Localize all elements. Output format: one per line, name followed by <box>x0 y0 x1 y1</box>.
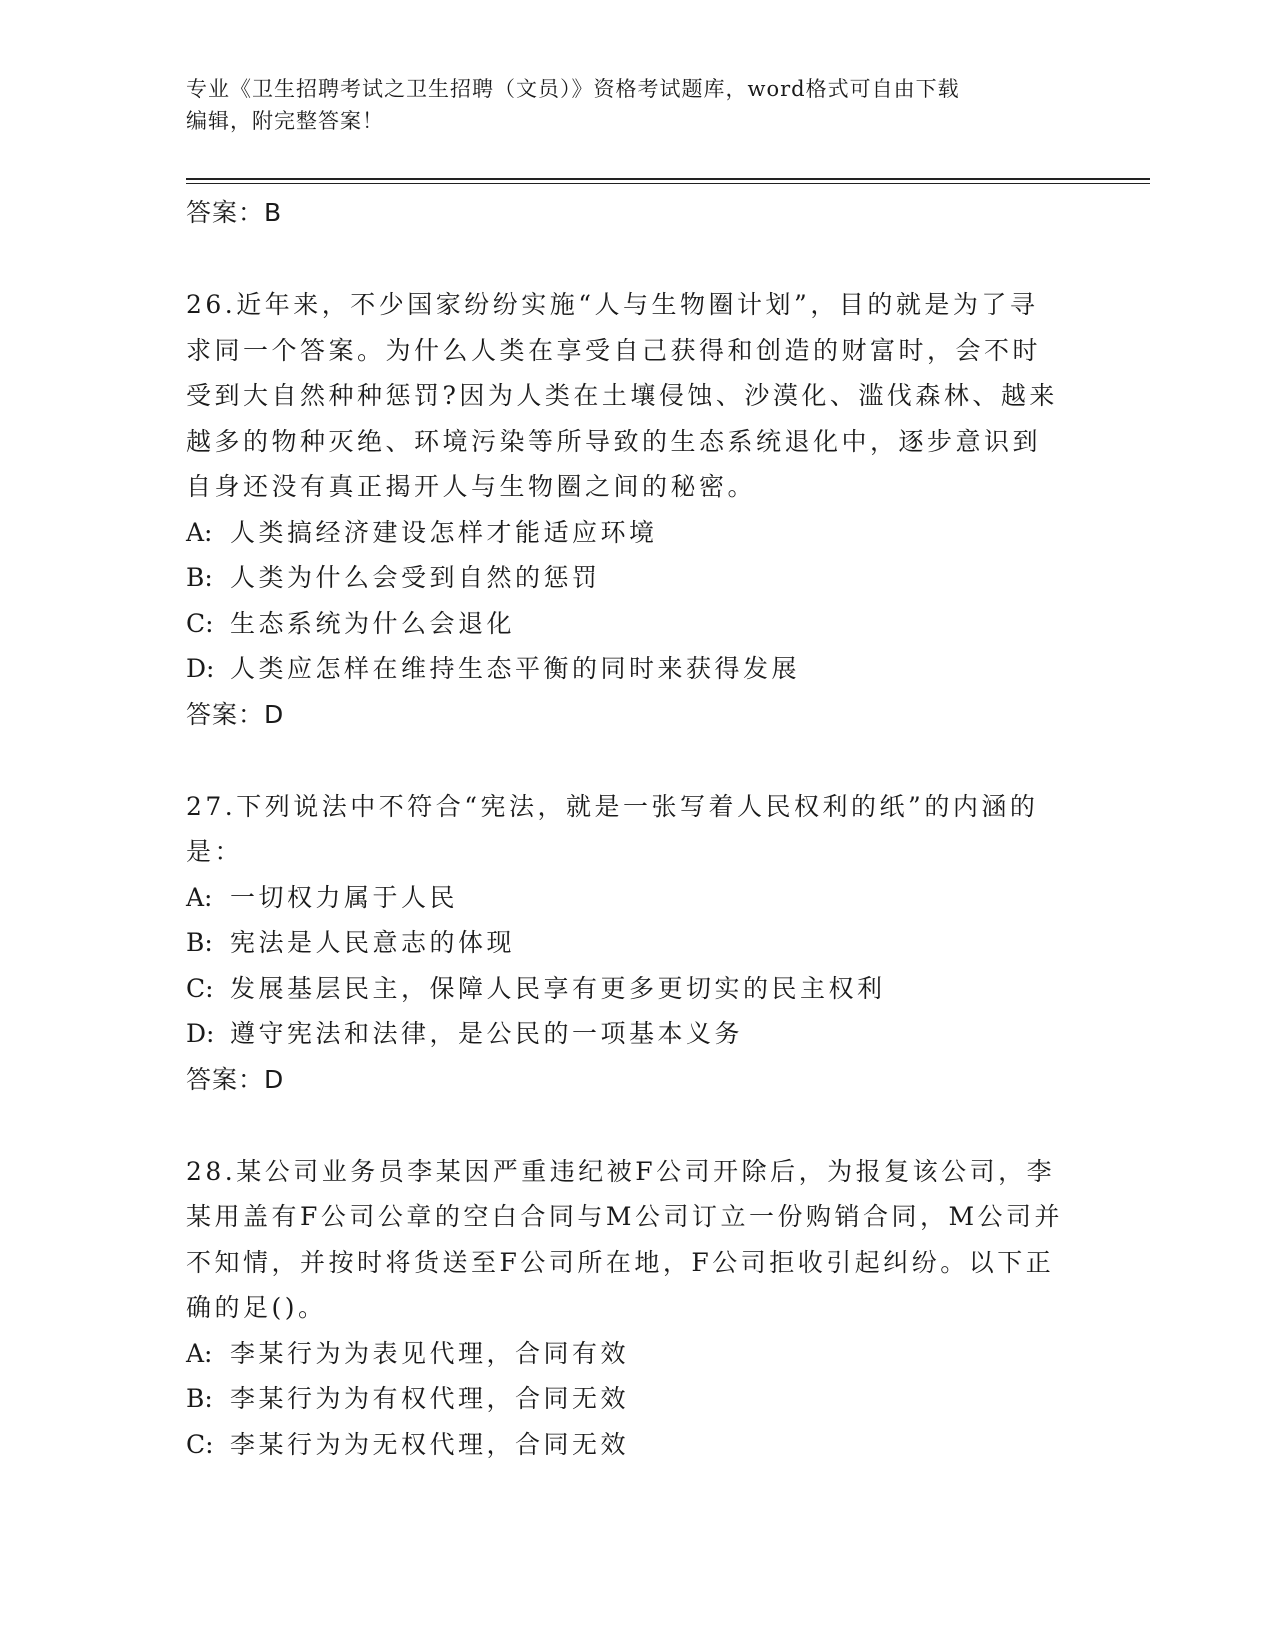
option-label: C: <box>186 1429 214 1459</box>
header-divider-thin <box>186 183 1150 184</box>
answer-line: 答案：D <box>186 699 285 729</box>
option-a <box>186 1331 1086 1377</box>
option-text: 宪法是人民意志的体现 <box>230 928 516 957</box>
document-header <box>186 73 1086 137</box>
option-text: 李某行为为有权代理，合同无效 <box>230 1384 630 1413</box>
option-label: B: <box>186 563 213 592</box>
option-text: 生态系统为什么会退化 <box>230 608 516 638</box>
question-text-line: 不知情，并按时将货送至F公司所在地，F公司拒收引起纠纷。以下正 <box>186 1247 1055 1277</box>
question-text-line: 某用盖有F公司公章的空白合同与M公司订立一份购销合同，M公司并 <box>186 1202 1064 1231</box>
header-line-2: 编辑，附完整答案！ <box>186 109 384 133</box>
question-text-line: 26.近年来，不少国家纷纷实施“人与生物圈计划”，目的就是为了寻 <box>186 290 1039 319</box>
option-b <box>186 920 1086 966</box>
option-label: C: <box>186 608 214 638</box>
question-text-line: 确的足()。 <box>186 1293 327 1322</box>
option-text: 人类为什么会受到自然的惩罚 <box>230 563 601 592</box>
question-26 <box>186 282 1086 738</box>
option-c <box>186 1422 1086 1468</box>
option-label: A: <box>186 517 213 547</box>
question-text-line: 求同一个答案。为什么人类在享受自己获得和创造的财富时，会不时 <box>186 335 1042 365</box>
option-label: D: <box>186 654 215 683</box>
option-d <box>186 646 1086 692</box>
question-list <box>186 190 1086 1467</box>
option-text: 人类应怎样在维持生态平衡的同时来获得发展 <box>230 654 801 683</box>
previous-answer: 答案：B <box>186 198 283 227</box>
option-a <box>186 510 1086 556</box>
option-d <box>186 1011 1086 1057</box>
header-line-1: 专业《卫生招聘考试之卫生招聘（文员）》资格考试题库，word格式可自由下载 <box>186 77 960 101</box>
option-c <box>186 966 1086 1012</box>
option-label: B: <box>186 928 213 957</box>
question-text-line: 自身还没有真正揭开人与生物圈之间的秘密。 <box>186 472 757 501</box>
question-text-line: 28.某公司业务员李某因严重违纪被F公司开除后，为报复该公司，李 <box>186 1156 1056 1186</box>
option-label: D: <box>186 1019 215 1048</box>
question-28 <box>186 1149 1086 1468</box>
option-label: A: <box>186 1338 213 1368</box>
option-label: B: <box>186 1384 213 1413</box>
option-text: 发展基层民主，保障人民享有更多更切实的民主权利 <box>230 973 886 1003</box>
answer-line: 答案：D <box>186 1064 285 1094</box>
option-c <box>186 601 1086 647</box>
question-27 <box>186 784 1086 1103</box>
header-divider-thick <box>186 178 1150 180</box>
option-a <box>186 875 1086 921</box>
question-text-line: 受到大自然种种惩罚?因为人类在土壤侵蚀、沙漠化、滥伐森林、越来 <box>186 381 1058 410</box>
option-text: 遵守宪法和法律，是公民的一项基本义务 <box>230 1019 744 1048</box>
option-text: 人类搞经济建设怎样才能适应环境 <box>230 517 658 547</box>
option-b <box>186 1376 1086 1422</box>
question-text-line: 越多的物种灭绝、环境污染等所导致的生态系统退化中，逐步意识到 <box>186 426 1042 456</box>
option-label: C: <box>186 973 214 1003</box>
question-text-line: 是： <box>186 837 244 866</box>
option-label: A: <box>186 882 213 912</box>
question-text-line: 27.下列说法中不符合“宪法，就是一张写着人民权利的纸”的内涵的 <box>186 791 1039 821</box>
option-text: 李某行为为无权代理，合同无效 <box>230 1429 630 1459</box>
option-text: 李某行为为表见代理，合同有效 <box>230 1338 630 1368</box>
option-text: 一切权力属于人民 <box>230 882 459 912</box>
option-b <box>186 555 1086 601</box>
